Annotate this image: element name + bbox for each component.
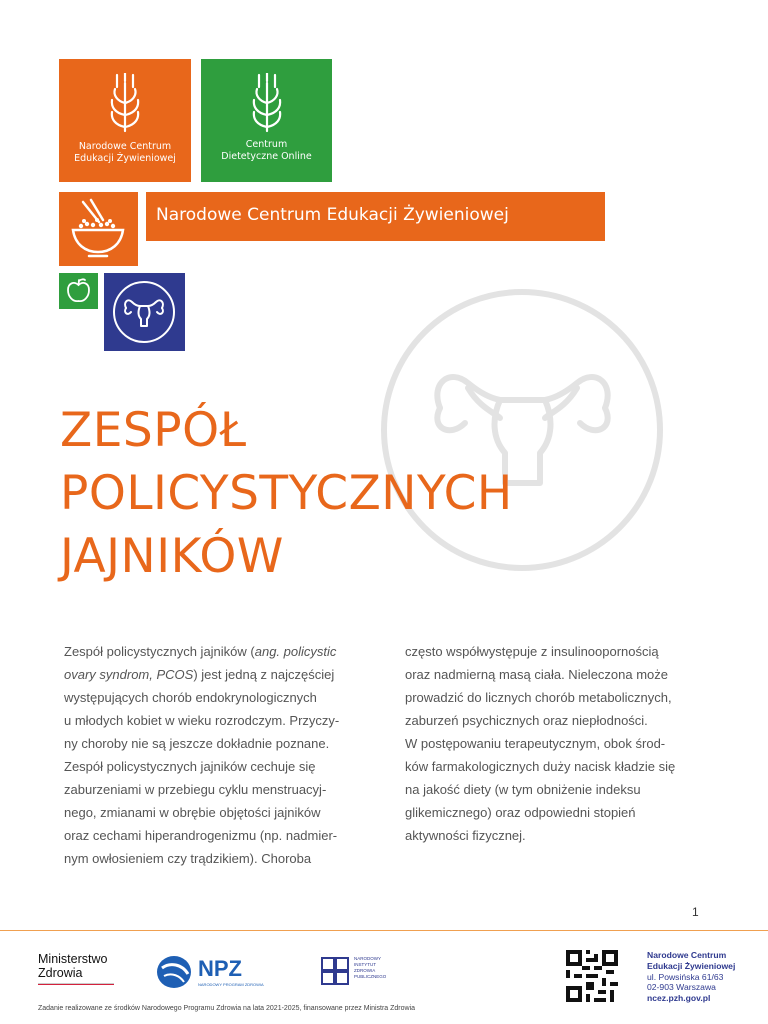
text-span: Zespół policystycznych jajników (: [64, 644, 255, 659]
pzh-line: NARODOWY: [354, 956, 381, 961]
ministry-line1: Ministerstwo: [38, 952, 108, 966]
wheat-icon: [249, 73, 285, 133]
page-title-line3: JAJNIKÓW: [60, 529, 284, 584]
text-line: występujących chorób endokrynologicznych: [64, 690, 317, 705]
center-address2: 02-903 Warszawa: [647, 982, 716, 993]
pzh-emblem-icon: [320, 954, 352, 988]
qr-code-icon[interactable]: [566, 950, 618, 1002]
ncez-tile-line2: Edukacji Żywieniowej: [74, 153, 176, 164]
text-line: Zespół policystycznych jajników cechuje się: [64, 759, 316, 774]
text-line: u młodych kobiet w wieku rozrodczym. Przyczy-: [64, 713, 340, 728]
center-name-line1: Narodowe Centrum: [647, 950, 727, 960]
body-left-column: [64, 640, 364, 870]
page-number: 1: [692, 905, 699, 919]
page-title-line1: ZESPÓŁ: [60, 403, 247, 458]
ministry-line2: Zdrowia: [38, 966, 83, 980]
footer-divider: [0, 930, 768, 931]
text-line: często współwystępuje z insulinoopornością: [405, 644, 659, 659]
npz-label: NPZ: [198, 956, 242, 981]
pzh-line: ZDROWIA: [354, 968, 376, 973]
ministry-logo: [38, 952, 114, 985]
italic-span: ovary syndrom, PCOS: [64, 667, 194, 682]
bowl-icon-tile: [59, 192, 138, 266]
text-line: W postępowaniu terapeutycznym, obok środ-: [405, 736, 666, 751]
cdo-tile-line2: Dietetyczne Online: [221, 151, 312, 162]
text-line: zaburzeń psychicznych oraz niepłodności.: [405, 713, 648, 728]
ncez-logo-tile: [59, 59, 191, 182]
ministry-flag: [38, 983, 114, 985]
wheat-icon: [107, 73, 143, 133]
uterus-watermark-icon: [380, 288, 665, 573]
center-name-line2: Edukacji Żywieniowej: [647, 960, 736, 971]
italic-span: ang. policystic: [254, 644, 337, 659]
text-line: na jakość diety (w tym obniżenie indeksu: [405, 782, 641, 797]
apple-icon-tile: [59, 273, 98, 309]
text-line: aktywności fizycznej.: [405, 828, 526, 843]
banner-title: Narodowe Centrum Edukacji Żywieniowej: [156, 205, 509, 225]
bowl-icon: [67, 198, 129, 260]
text-line: prowadzić do licznych chorób metabolicznych,: [405, 690, 672, 705]
text-line: glikemicznego) oraz odpowiedni stopień: [405, 805, 636, 820]
text-line: oraz cechami hiperandrogenizmu (np. nadmier-: [64, 828, 338, 843]
pzh-text: [354, 956, 386, 980]
text-line: ny choroby nie są jeszcze dokładnie poznane.: [64, 736, 330, 751]
text-line: ków farmakologicznych duży nacisk kładzie się: [405, 759, 676, 774]
center-contact-info: [647, 950, 735, 1004]
npz-subtitle: NARODOWY PROGRAM ZDROWIA: [198, 982, 264, 987]
text-line: [64, 640, 364, 663]
pzh-logo: [320, 954, 400, 990]
body-right-column: [405, 640, 705, 847]
center-website-link[interactable]: ncez.pzh.gov.pl: [647, 993, 711, 1004]
ncez-banner: [146, 192, 605, 241]
cdo-logo-tile: [201, 59, 332, 182]
text-line: nym owłosieniem czy trądzikiem). Choroba: [64, 851, 312, 866]
ncez-tile-line1: Narodowe Centrum: [78, 141, 172, 152]
npz-swirl-icon: [156, 954, 194, 990]
funding-note: Zadanie realizowane ze środków Narodowego Programu Zdrowia na lata 2021-2025, finansowane przez Ministra Zdrowia: [38, 1005, 416, 1012]
uterus-icon-tile: [104, 273, 185, 351]
text-line: [64, 663, 364, 686]
text-line: oraz nadmierną masą ciała. Nieleczona może: [405, 667, 669, 682]
text-line: zaburzeniami w przebiegu cyklu menstruacyj-: [64, 782, 327, 797]
apple-icon: [65, 277, 92, 305]
pzh-line: PUBLICZNEGO: [354, 974, 387, 979]
page-title-line2: POLICYSTYCZNYCH: [60, 466, 513, 521]
uterus-icon: [110, 278, 178, 346]
cdo-tile-line1: Centrum: [245, 139, 288, 150]
text-line: nego, zmianami w obrębie objętości jajników: [64, 805, 321, 820]
center-address1: ul. Powsińska 61/63: [647, 971, 724, 982]
text-span: ) jest jedną z najczęściej: [193, 667, 335, 682]
pzh-line: INSTYTUT: [354, 962, 376, 967]
npz-logo: [156, 954, 262, 990]
